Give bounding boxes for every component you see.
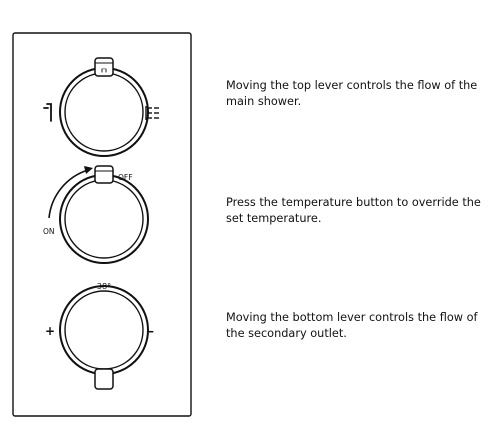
minus-label: – — [148, 324, 154, 338]
middle-knob-lever-handle[interactable] — [95, 166, 113, 183]
top-lever-description: Moving the top lever controls the flow of the main shower. — [226, 79, 478, 108]
top-flow-knob[interactable] — [60, 58, 148, 156]
main-shower-icon — [44, 104, 51, 121]
control-panel-plate — [13, 33, 191, 416]
bottom-knob-lever-handle[interactable] — [95, 369, 113, 389]
middle-knob-outer-ring — [60, 175, 148, 263]
bottom-lever-description: Moving the bottom lever controls the flow of the secondary outlet. — [226, 311, 478, 340]
top-knob-inner-ring — [65, 73, 143, 151]
off-label: OFF — [118, 173, 133, 182]
middle-onoff-knob[interactable] — [60, 166, 148, 263]
middle-knob-inner-ring — [65, 180, 143, 258]
bottom-knob-inner-ring — [65, 291, 143, 369]
rotation-arrow-head — [84, 166, 93, 174]
top-knob-outer-ring — [60, 68, 148, 156]
bottom-flow-knob[interactable] — [60, 286, 148, 389]
bottom-knob-outer-ring — [60, 286, 148, 374]
plus-label: + — [44, 324, 56, 338]
temperature-button-description: Press the temperature button to override the set temperature. — [226, 196, 481, 225]
temperature-label: 38° — [96, 282, 112, 291]
on-label: ON — [43, 227, 55, 236]
top-knob-handle-mark: ╓╖ — [100, 66, 108, 73]
water-jets-icon — [146, 106, 159, 120]
